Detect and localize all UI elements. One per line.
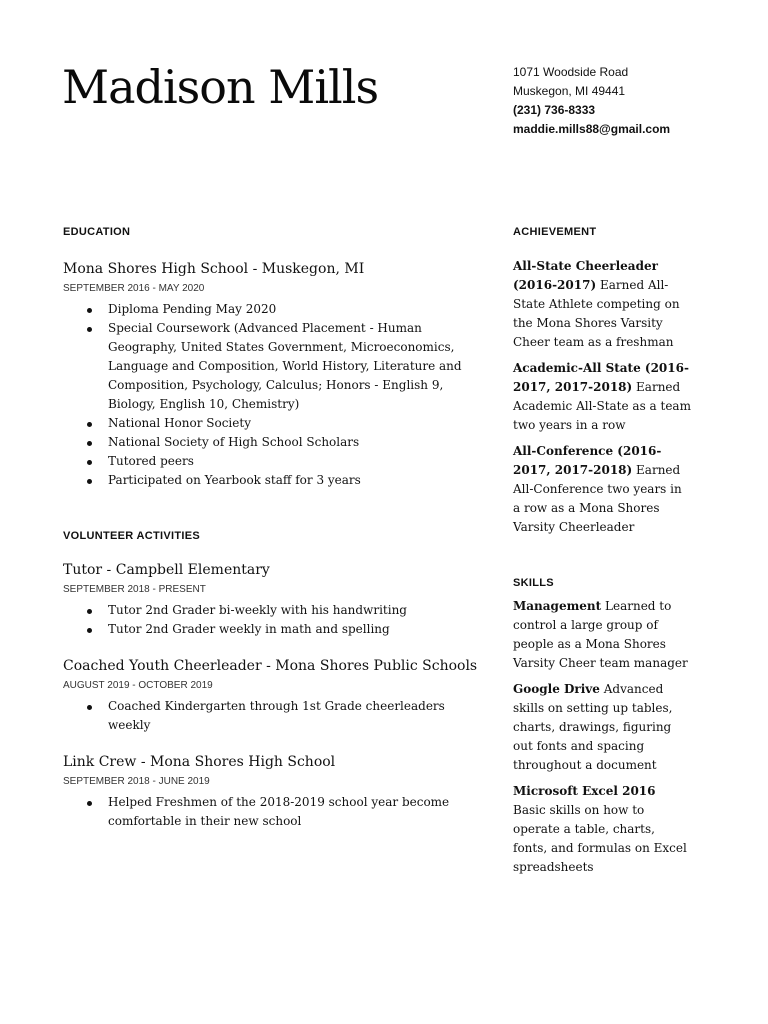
entry-date: SEPTEMBER 2018 - PRESENT (63, 584, 206, 595)
achievement-title: All-State Cheerleader (2016-2017) (513, 259, 658, 292)
skill-item (513, 597, 691, 673)
achievement-heading: ACHIEVEMENT (513, 226, 597, 238)
achievement-text: Earned Academic All-State as a team two years in a row (513, 380, 691, 432)
bullet-item: Participated on Yearbook staff for 3 years (108, 471, 478, 490)
bullet-list (63, 300, 478, 490)
left-column (63, 226, 478, 831)
bullet-item: National Honor Society (108, 414, 478, 433)
entry-title: Tutor - Campbell Elementary (63, 562, 270, 578)
education-entry (63, 261, 478, 490)
volunteer-entry (63, 754, 478, 831)
bullet-item: Tutor 2nd Grader weekly in math and spelling (108, 620, 478, 639)
achievement-item (513, 257, 691, 352)
bullet-item: Helped Freshmen of the 2018-2019 school year become comfortable in their new school (108, 793, 478, 831)
bullet-list (63, 601, 478, 639)
bullet-list (63, 793, 478, 831)
bullet-item: Special Coursework (Advanced Placement - Human Geography, United States Government, Microeconomics, Language and Composition, World History, Literature and Composition, Psychology, Calculus; Honors - English 9, Biology, English 10, Chemistry) (108, 319, 478, 414)
skills-section (513, 577, 691, 877)
skill-item (513, 680, 691, 775)
achievement-section (513, 226, 691, 537)
skill-text: Basic skills on how to operate a table, charts, fonts, and formulas on Excel spreadsheets (513, 803, 687, 874)
bullet-item: Diploma Pending May 2020 (108, 300, 478, 319)
contact-block (513, 63, 753, 139)
resume-name: Madison Mills (62, 60, 379, 114)
bullet-item: Tutor 2nd Grader bi-weekly with his handwriting (108, 601, 478, 620)
bullet-item: Coached Kindergarten through 1st Grade cheerleaders weekly (108, 697, 478, 735)
address-line-2: Muskegon, MI 49441 (513, 84, 626, 98)
skills-heading: SKILLS (513, 577, 554, 589)
entry-date: AUGUST 2019 - OCTOBER 2019 (63, 680, 213, 691)
education-section (63, 226, 478, 490)
skill-text: Learned to control a large group of people as a Mona Shores Varsity Cheer team manager (513, 599, 688, 670)
bullet-list (63, 697, 478, 735)
education-heading: EDUCATION (63, 226, 131, 238)
entry-date: SEPTEMBER 2016 - MAY 2020 (63, 283, 205, 294)
bullet-item: National Society of High School Scholars (108, 433, 478, 452)
skill-title: Microsoft Excel 2016 (513, 784, 656, 798)
entry-date: SEPTEMBER 2018 - JUNE 2019 (63, 776, 210, 787)
right-column (513, 226, 691, 877)
achievement-text: Earned All-State Athlete competing on the Mona Shores Varsity Cheer team as a freshman (513, 278, 680, 349)
achievement-title: All-Conference (2016-2017, 2017-2018) (513, 444, 662, 477)
bullet-item: Tutored peers (108, 452, 478, 471)
skill-item (513, 782, 691, 877)
phone-number: (231) 736-8333 (513, 103, 596, 117)
achievement-title: Academic-All State (2016-2017, 2017-2018) (513, 361, 689, 394)
achievement-text: Earned All-Conference two years in a row as a Mona Shores Varsity Cheerleader (513, 463, 682, 534)
volunteer-entry (63, 562, 478, 639)
skill-text: Advanced skills on setting up tables, charts, drawings, figuring out fonts and spacing throughout a document (513, 682, 673, 772)
achievement-item (513, 359, 691, 435)
email-address: maddie.mills88@gmail.com (513, 122, 671, 136)
entry-title: Mona Shores High School - Muskegon, MI (63, 261, 365, 277)
entry-title: Link Crew - Mona Shores High School (63, 754, 336, 770)
skill-title: Management (513, 599, 602, 613)
volunteer-heading: VOLUNTEER ACTIVITIES (63, 530, 200, 542)
entry-title: Coached Youth Cheerleader - Mona Shores Public Schools (63, 658, 478, 674)
volunteer-entry (63, 658, 478, 735)
volunteer-section (63, 530, 478, 831)
achievement-item (513, 442, 691, 537)
address-line-1: 1071 Woodside Road (513, 65, 629, 79)
skill-title: Google Drive (513, 682, 600, 696)
